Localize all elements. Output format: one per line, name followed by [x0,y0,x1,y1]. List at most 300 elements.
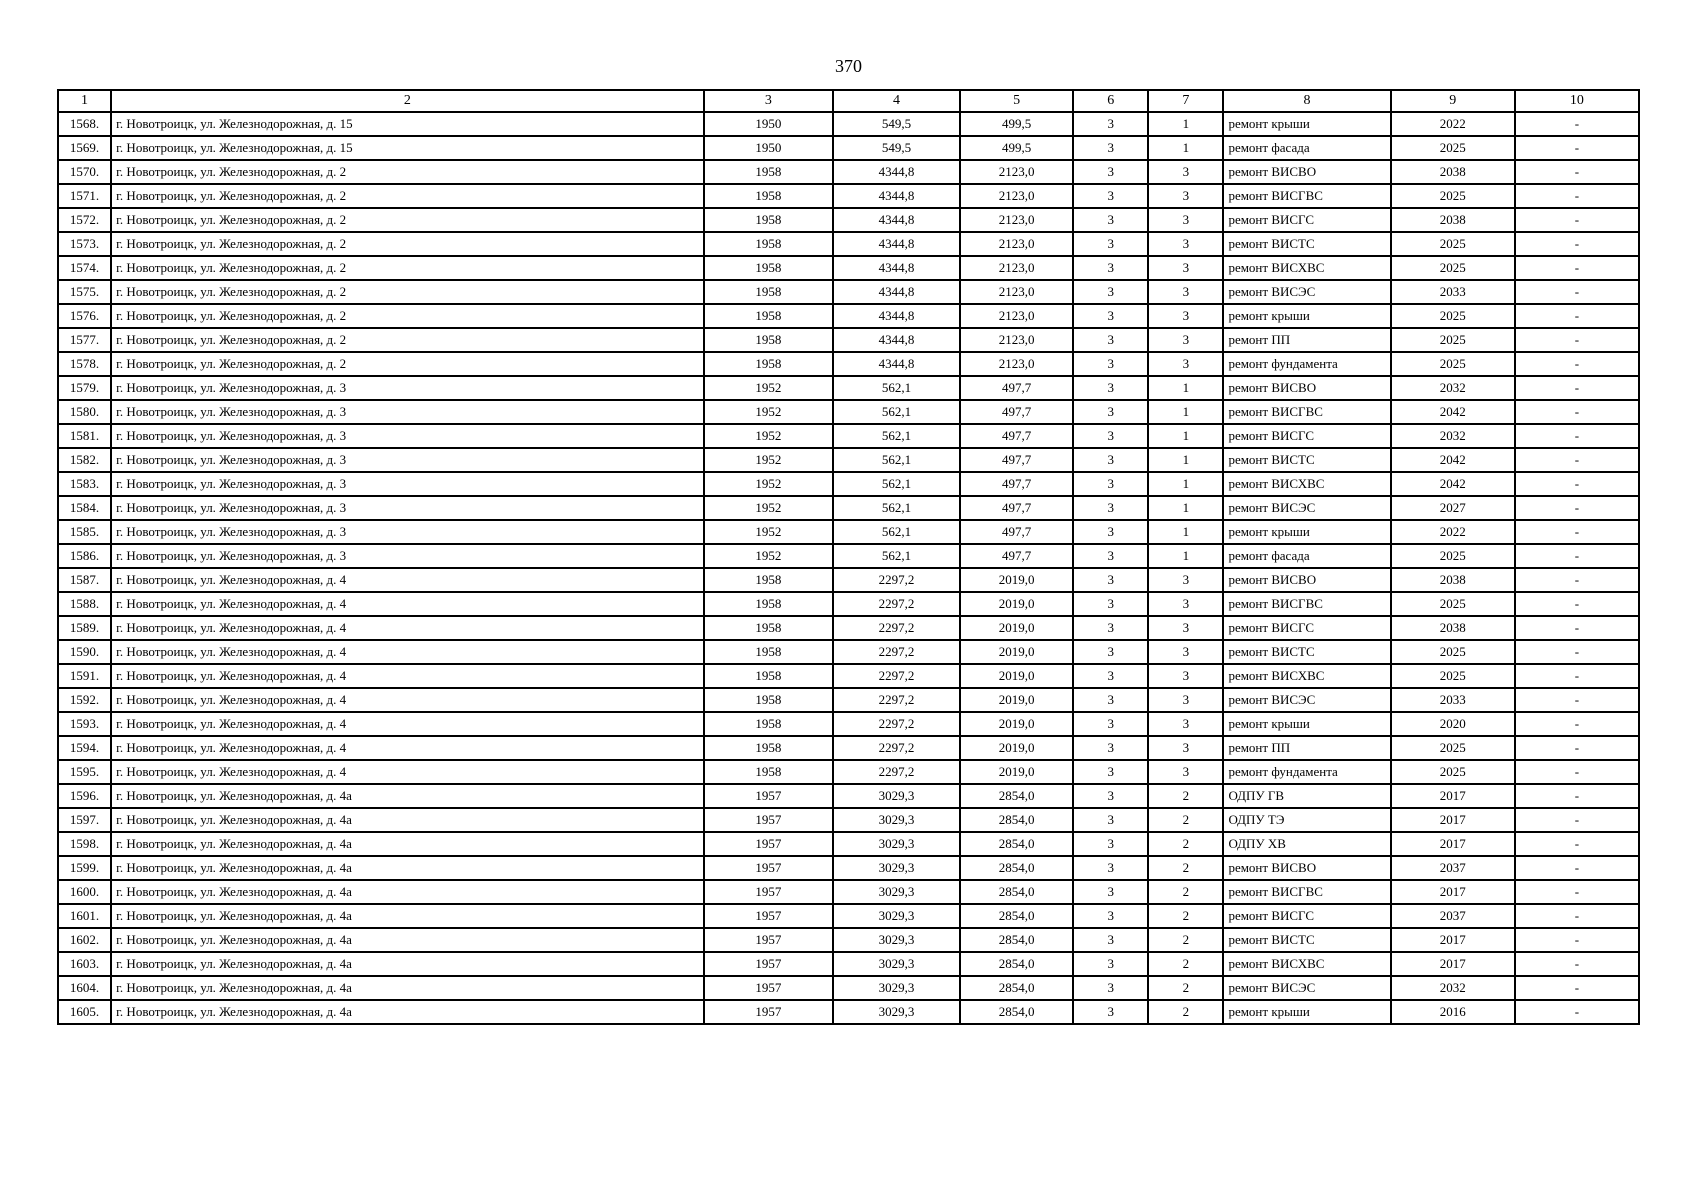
total-area-cell: 4344,8 [833,232,960,256]
floors-count-cell: 3 [1073,784,1148,808]
header-row [58,90,1639,112]
floors-count-cell: 3 [1073,688,1148,712]
row-number-cell: 1579. [58,376,111,400]
note-cell: - [1515,592,1639,616]
total-area-cell: 4344,8 [833,184,960,208]
address-cell: г. Новотроицк, ул. Железнодорожная, д. 3 [111,520,704,544]
living-area-cell: 2123,0 [960,184,1073,208]
row-number-cell: 1580. [58,400,111,424]
living-area-cell: 497,7 [960,448,1073,472]
entrances-count-cell: 1 [1148,424,1223,448]
entrances-count-cell: 3 [1148,688,1223,712]
note-cell: - [1515,160,1639,184]
planned-year-cell: 2025 [1391,184,1515,208]
entrances-count-cell: 2 [1148,880,1223,904]
column-header-4: 4 [833,90,960,112]
planned-year-cell: 2020 [1391,712,1515,736]
year-built-cell: 1952 [704,400,833,424]
note-cell: - [1515,688,1639,712]
entrances-count-cell: 1 [1148,472,1223,496]
entrances-count-cell: 1 [1148,400,1223,424]
note-cell: - [1515,736,1639,760]
note-cell: - [1515,616,1639,640]
table-row [58,328,1639,352]
table-row [58,184,1639,208]
planned-year-cell: 2016 [1391,1000,1515,1024]
work-type-cell: ремонт ВИСХВС [1223,952,1390,976]
year-built-cell: 1952 [704,520,833,544]
living-area-cell: 2019,0 [960,760,1073,784]
planned-year-cell: 2025 [1391,328,1515,352]
note-cell: - [1515,832,1639,856]
entrances-count-cell: 2 [1148,808,1223,832]
work-type-cell: ремонт фасада [1223,544,1390,568]
entrances-count-cell: 3 [1148,184,1223,208]
living-area-cell: 2854,0 [960,928,1073,952]
work-type-cell: ремонт ВИСЭС [1223,688,1390,712]
work-type-cell: ремонт ВИСХВС [1223,664,1390,688]
address-cell: г. Новотроицк, ул. Железнодорожная, д. 3 [111,496,704,520]
row-number-cell: 1583. [58,472,111,496]
entrances-count-cell: 2 [1148,1000,1223,1024]
row-number-cell: 1590. [58,640,111,664]
address-cell: г. Новотроицк, ул. Железнодорожная, д. 4 [111,712,704,736]
row-number-cell: 1596. [58,784,111,808]
floors-count-cell: 3 [1073,256,1148,280]
work-type-cell: ремонт ВИСЭС [1223,976,1390,1000]
work-type-cell: ремонт ВИСХВС [1223,256,1390,280]
table-row [58,592,1639,616]
year-built-cell: 1957 [704,808,833,832]
year-built-cell: 1958 [704,640,833,664]
address-cell: г. Новотроицк, ул. Железнодорожная, д. 4а [111,784,704,808]
address-cell: г. Новотроицк, ул. Железнодорожная, д. 2 [111,160,704,184]
table-body [58,112,1639,1024]
total-area-cell: 2297,2 [833,760,960,784]
total-area-cell: 3029,3 [833,952,960,976]
total-area-cell: 2297,2 [833,688,960,712]
entrances-count-cell: 3 [1148,304,1223,328]
row-number-cell: 1575. [58,280,111,304]
entrances-count-cell: 2 [1148,832,1223,856]
work-type-cell: ремонт ВИСТС [1223,232,1390,256]
living-area-cell: 2854,0 [960,952,1073,976]
entrances-count-cell: 3 [1148,664,1223,688]
floors-count-cell: 3 [1073,136,1148,160]
planned-year-cell: 2017 [1391,784,1515,808]
row-number-cell: 1600. [58,880,111,904]
table-row [58,112,1639,136]
planned-year-cell: 2032 [1391,424,1515,448]
table-row [58,280,1639,304]
living-area-cell: 2019,0 [960,736,1073,760]
entrances-count-cell: 1 [1148,112,1223,136]
column-header-7: 7 [1148,90,1223,112]
entrances-count-cell: 2 [1148,928,1223,952]
year-built-cell: 1958 [704,616,833,640]
table-row [58,304,1639,328]
table-row [58,688,1639,712]
note-cell: - [1515,880,1639,904]
living-area-cell: 2019,0 [960,712,1073,736]
work-type-cell: ремонт ВИСГВС [1223,592,1390,616]
year-built-cell: 1958 [704,208,833,232]
total-area-cell: 2297,2 [833,664,960,688]
planned-year-cell: 2017 [1391,928,1515,952]
floors-count-cell: 3 [1073,976,1148,1000]
total-area-cell: 3029,3 [833,832,960,856]
floors-count-cell: 3 [1073,232,1148,256]
year-built-cell: 1952 [704,424,833,448]
living-area-cell: 2854,0 [960,1000,1073,1024]
row-number-cell: 1597. [58,808,111,832]
entrances-count-cell: 3 [1148,736,1223,760]
entrances-count-cell: 1 [1148,376,1223,400]
row-number-cell: 1577. [58,328,111,352]
planned-year-cell: 2042 [1391,448,1515,472]
entrances-count-cell: 2 [1148,904,1223,928]
table-row [58,616,1639,640]
year-built-cell: 1952 [704,472,833,496]
entrances-count-cell: 3 [1148,592,1223,616]
work-type-cell: ремонт ВИСГВС [1223,400,1390,424]
planned-year-cell: 2038 [1391,568,1515,592]
note-cell: - [1515,232,1639,256]
living-area-cell: 2123,0 [960,352,1073,376]
row-number-cell: 1599. [58,856,111,880]
living-area-cell: 2854,0 [960,880,1073,904]
living-area-cell: 2123,0 [960,232,1073,256]
floors-count-cell: 3 [1073,880,1148,904]
year-built-cell: 1957 [704,856,833,880]
note-cell: - [1515,712,1639,736]
address-cell: г. Новотроицк, ул. Железнодорожная, д. 4а [111,856,704,880]
entrances-count-cell: 3 [1148,160,1223,184]
address-cell: г. Новотроицк, ул. Железнодорожная, д. 2 [111,304,704,328]
living-area-cell: 2019,0 [960,640,1073,664]
address-cell: г. Новотроицк, ул. Железнодорожная, д. 4 [111,688,704,712]
floors-count-cell: 3 [1073,712,1148,736]
year-built-cell: 1958 [704,688,833,712]
note-cell: - [1515,904,1639,928]
work-type-cell: ремонт фундамента [1223,760,1390,784]
address-cell: г. Новотроицк, ул. Железнодорожная, д. 4 [111,616,704,640]
row-number-cell: 1571. [58,184,111,208]
floors-count-cell: 3 [1073,736,1148,760]
planned-year-cell: 2025 [1391,256,1515,280]
living-area-cell: 2123,0 [960,304,1073,328]
planned-year-cell: 2038 [1391,160,1515,184]
table-row [58,976,1639,1000]
total-area-cell: 562,1 [833,400,960,424]
work-type-cell: ремонт ВИСГС [1223,424,1390,448]
planned-year-cell: 2037 [1391,904,1515,928]
note-cell: - [1515,856,1639,880]
table-row [58,664,1639,688]
address-cell: г. Новотроицк, ул. Железнодорожная, д. 3 [111,376,704,400]
note-cell: - [1515,304,1639,328]
planned-year-cell: 2038 [1391,616,1515,640]
total-area-cell: 4344,8 [833,256,960,280]
row-number-cell: 1587. [58,568,111,592]
living-area-cell: 2019,0 [960,664,1073,688]
entrances-count-cell: 3 [1148,280,1223,304]
table-row [58,904,1639,928]
total-area-cell: 549,5 [833,112,960,136]
entrances-count-cell: 3 [1148,256,1223,280]
column-header-6: 6 [1073,90,1148,112]
address-cell: г. Новотроицк, ул. Железнодорожная, д. 4 [111,664,704,688]
floors-count-cell: 3 [1073,208,1148,232]
work-type-cell: ремонт ВИСГВС [1223,880,1390,904]
table-row [58,136,1639,160]
entrances-count-cell: 2 [1148,952,1223,976]
address-cell: г. Новотроицк, ул. Железнодорожная, д. 3 [111,472,704,496]
entrances-count-cell: 1 [1148,544,1223,568]
table-row [58,832,1639,856]
planned-year-cell: 2032 [1391,976,1515,1000]
column-header-8: 8 [1223,90,1390,112]
floors-count-cell: 3 [1073,760,1148,784]
address-cell: г. Новотроицк, ул. Железнодорожная, д. 2 [111,280,704,304]
living-area-cell: 2123,0 [960,208,1073,232]
total-area-cell: 4344,8 [833,208,960,232]
work-type-cell: ремонт крыши [1223,520,1390,544]
table-row [58,808,1639,832]
note-cell: - [1515,256,1639,280]
floors-count-cell: 3 [1073,184,1148,208]
row-number-cell: 1582. [58,448,111,472]
address-cell: г. Новотроицк, ул. Железнодорожная, д. 4 [111,760,704,784]
planned-year-cell: 2017 [1391,952,1515,976]
table-row [58,880,1639,904]
year-built-cell: 1957 [704,880,833,904]
living-area-cell: 2019,0 [960,688,1073,712]
living-area-cell: 497,7 [960,376,1073,400]
total-area-cell: 3029,3 [833,1000,960,1024]
entrances-count-cell: 3 [1148,352,1223,376]
entrances-count-cell: 1 [1148,520,1223,544]
total-area-cell: 4344,8 [833,328,960,352]
table-row [58,232,1639,256]
column-header-9: 9 [1391,90,1515,112]
planned-year-cell: 2025 [1391,352,1515,376]
note-cell: - [1515,184,1639,208]
address-cell: г. Новотроицк, ул. Железнодорожная, д. 4 [111,568,704,592]
row-number-cell: 1581. [58,424,111,448]
address-cell: г. Новотроицк, ул. Железнодорожная, д. 2 [111,208,704,232]
address-cell: г. Новотроицк, ул. Железнодорожная, д. 4а [111,952,704,976]
floors-count-cell: 3 [1073,904,1148,928]
table-row [58,712,1639,736]
note-cell: - [1515,976,1639,1000]
page-number: 370 [835,56,862,76]
address-cell: г. Новотроицк, ул. Железнодорожная, д. 2 [111,352,704,376]
work-type-cell: ОДПУ ГВ [1223,784,1390,808]
work-type-cell: ОДПУ ТЭ [1223,808,1390,832]
total-area-cell: 562,1 [833,544,960,568]
year-built-cell: 1958 [704,592,833,616]
planned-year-cell: 2025 [1391,640,1515,664]
year-built-cell: 1958 [704,760,833,784]
entrances-count-cell: 3 [1148,616,1223,640]
table-header [58,90,1639,112]
planned-year-cell: 2042 [1391,472,1515,496]
entrances-count-cell: 1 [1148,448,1223,472]
table-row [58,208,1639,232]
floors-count-cell: 3 [1073,592,1148,616]
total-area-cell: 2297,2 [833,616,960,640]
floors-count-cell: 3 [1073,280,1148,304]
planned-year-cell: 2027 [1391,496,1515,520]
work-type-cell: ремонт ВИСГС [1223,208,1390,232]
planned-year-cell: 2037 [1391,856,1515,880]
table-row [58,784,1639,808]
address-cell: г. Новотроицк, ул. Железнодорожная, д. 2 [111,232,704,256]
row-number-cell: 1593. [58,712,111,736]
address-cell: г. Новотроицк, ул. Железнодорожная, д. 15 [111,112,704,136]
year-built-cell: 1958 [704,184,833,208]
total-area-cell: 562,1 [833,424,960,448]
row-number-cell: 1592. [58,688,111,712]
note-cell: - [1515,136,1639,160]
living-area-cell: 2123,0 [960,160,1073,184]
note-cell: - [1515,544,1639,568]
year-built-cell: 1952 [704,376,833,400]
total-area-cell: 3029,3 [833,976,960,1000]
note-cell: - [1515,208,1639,232]
living-area-cell: 2123,0 [960,256,1073,280]
note-cell: - [1515,448,1639,472]
address-cell: г. Новотроицк, ул. Железнодорожная, д. 15 [111,136,704,160]
row-number-cell: 1589. [58,616,111,640]
planned-year-cell: 2025 [1391,136,1515,160]
work-type-cell: ремонт ВИСЭС [1223,496,1390,520]
row-number-cell: 1584. [58,496,111,520]
entrances-count-cell: 3 [1148,640,1223,664]
note-cell: - [1515,400,1639,424]
note-cell: - [1515,472,1639,496]
year-built-cell: 1958 [704,712,833,736]
entrances-count-cell: 3 [1148,712,1223,736]
table-row [58,568,1639,592]
planned-year-cell: 2017 [1391,832,1515,856]
total-area-cell: 3029,3 [833,928,960,952]
row-number-cell: 1573. [58,232,111,256]
year-built-cell: 1957 [704,904,833,928]
living-area-cell: 497,7 [960,520,1073,544]
year-built-cell: 1952 [704,448,833,472]
entrances-count-cell: 2 [1148,976,1223,1000]
total-area-cell: 2297,2 [833,592,960,616]
planned-year-cell: 2042 [1391,400,1515,424]
year-built-cell: 1950 [704,112,833,136]
year-built-cell: 1957 [704,832,833,856]
column-header-2: 2 [111,90,704,112]
entrances-count-cell: 1 [1148,136,1223,160]
total-area-cell: 3029,3 [833,784,960,808]
year-built-cell: 1958 [704,280,833,304]
floors-count-cell: 3 [1073,376,1148,400]
planned-year-cell: 2025 [1391,232,1515,256]
planned-year-cell: 2038 [1391,208,1515,232]
row-number-cell: 1605. [58,1000,111,1024]
work-type-cell: ремонт ВИСГВС [1223,184,1390,208]
address-cell: г. Новотроицк, ул. Железнодорожная, д. 4а [111,928,704,952]
year-built-cell: 1958 [704,304,833,328]
column-header-10: 10 [1515,90,1639,112]
floors-count-cell: 3 [1073,808,1148,832]
living-area-cell: 499,5 [960,112,1073,136]
table-row [58,760,1639,784]
floors-count-cell: 3 [1073,832,1148,856]
address-cell: г. Новотроицк, ул. Железнодорожная, д. 2 [111,256,704,280]
work-type-cell: ремонт ВИСВО [1223,568,1390,592]
table-row [58,928,1639,952]
floors-count-cell: 3 [1073,856,1148,880]
address-cell: г. Новотроицк, ул. Железнодорожная, д. 4 [111,736,704,760]
work-type-cell: ОДПУ ХВ [1223,832,1390,856]
note-cell: - [1515,496,1639,520]
floors-count-cell: 3 [1073,664,1148,688]
living-area-cell: 2019,0 [960,616,1073,640]
table-row [58,352,1639,376]
living-area-cell: 2854,0 [960,784,1073,808]
table-row [58,256,1639,280]
address-cell: г. Новотроицк, ул. Железнодорожная, д. 3 [111,448,704,472]
address-cell: г. Новотроицк, ул. Железнодорожная, д. 4а [111,904,704,928]
total-area-cell: 4344,8 [833,304,960,328]
row-number-cell: 1569. [58,136,111,160]
table-row [58,1000,1639,1024]
note-cell: - [1515,928,1639,952]
year-built-cell: 1957 [704,1000,833,1024]
planned-year-cell: 2025 [1391,736,1515,760]
year-built-cell: 1958 [704,232,833,256]
entrances-count-cell: 3 [1148,760,1223,784]
floors-count-cell: 3 [1073,520,1148,544]
note-cell: - [1515,760,1639,784]
planned-year-cell: 2025 [1391,304,1515,328]
note-cell: - [1515,376,1639,400]
floors-count-cell: 3 [1073,544,1148,568]
year-built-cell: 1957 [704,952,833,976]
note-cell: - [1515,520,1639,544]
note-cell: - [1515,424,1639,448]
work-type-cell: ремонт ВИСГС [1223,616,1390,640]
column-header-5: 5 [960,90,1073,112]
entrances-count-cell: 3 [1148,568,1223,592]
living-area-cell: 2854,0 [960,808,1073,832]
year-built-cell: 1950 [704,136,833,160]
total-area-cell: 562,1 [833,472,960,496]
row-number-cell: 1572. [58,208,111,232]
note-cell: - [1515,784,1639,808]
living-area-cell: 2123,0 [960,328,1073,352]
table-row [58,520,1639,544]
year-built-cell: 1958 [704,256,833,280]
living-area-cell: 497,7 [960,400,1073,424]
work-type-cell: ремонт крыши [1223,712,1390,736]
living-area-cell: 2854,0 [960,904,1073,928]
entrances-count-cell: 2 [1148,856,1223,880]
floors-count-cell: 3 [1073,304,1148,328]
address-cell: г. Новотроицк, ул. Железнодорожная, д. 3 [111,424,704,448]
table-row [58,376,1639,400]
planned-year-cell: 2022 [1391,112,1515,136]
living-area-cell: 2019,0 [960,592,1073,616]
living-area-cell: 497,7 [960,496,1073,520]
